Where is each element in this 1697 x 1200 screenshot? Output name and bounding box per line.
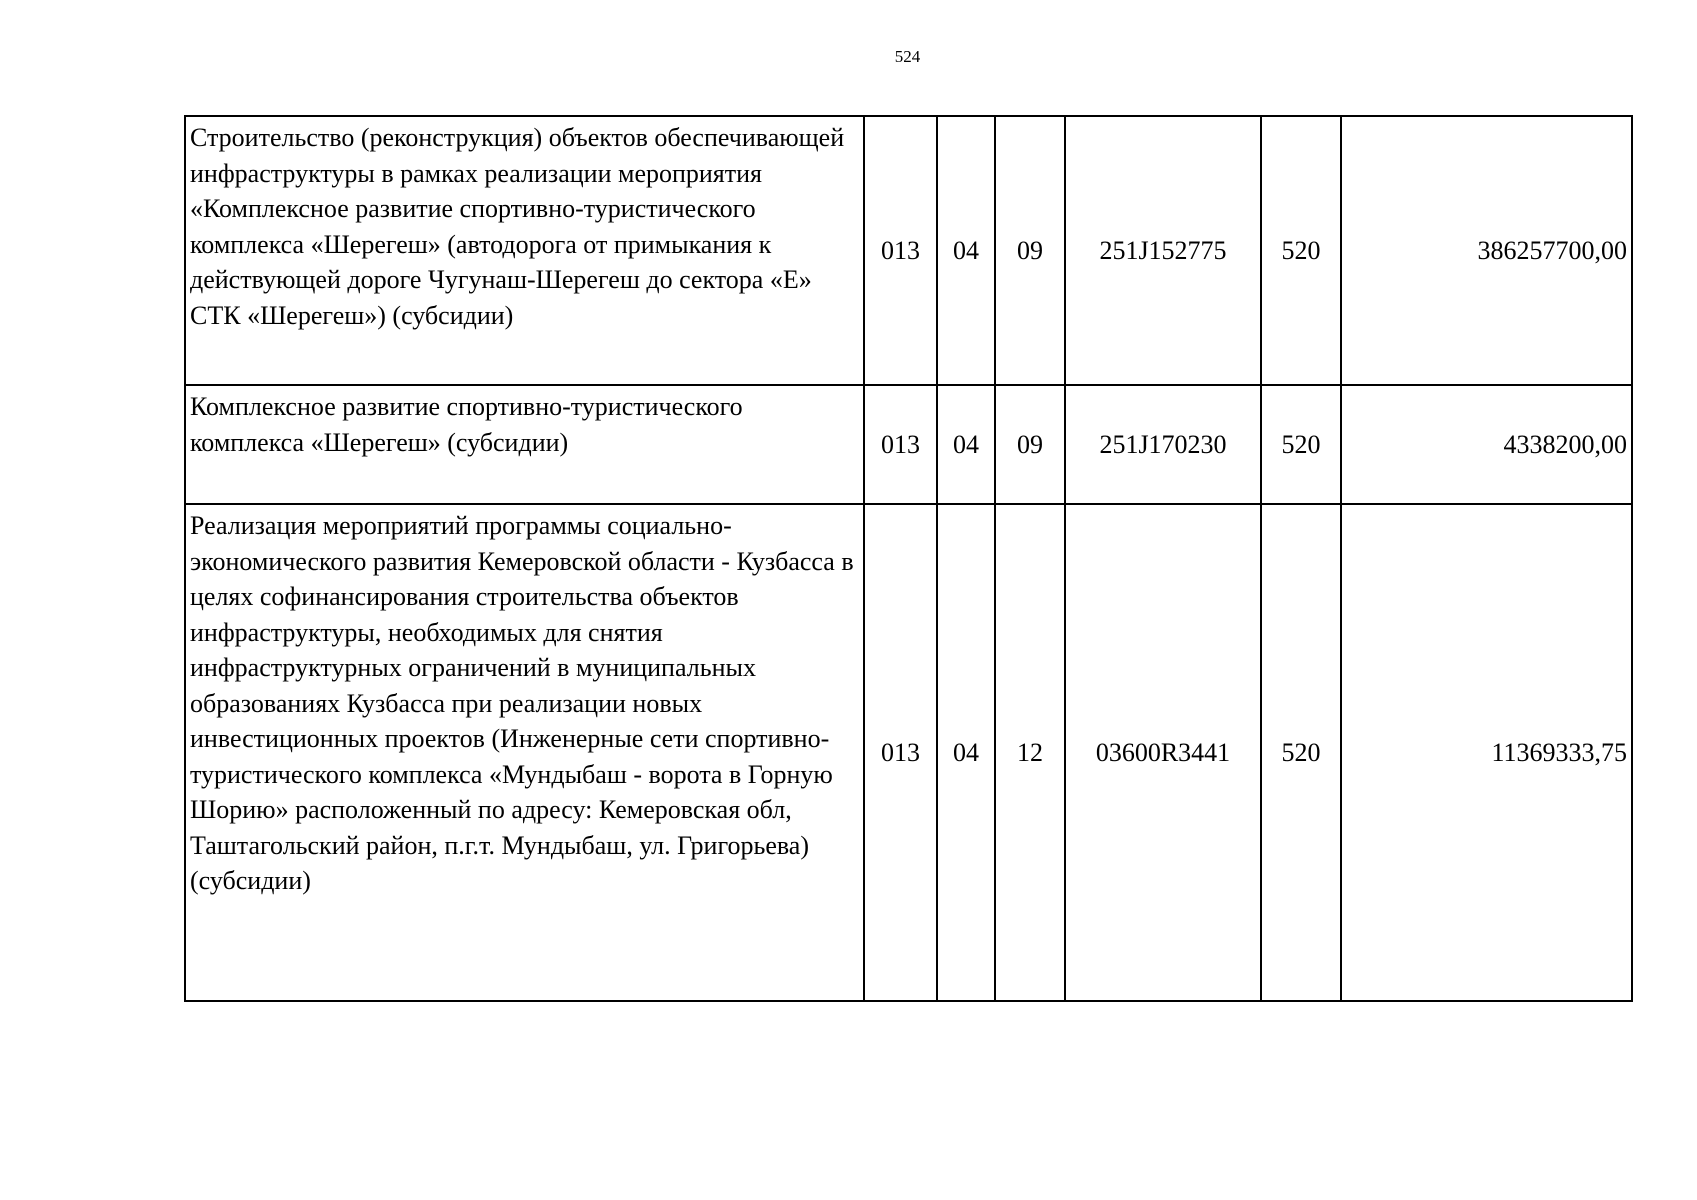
row-target-article-code: 03600R3441 [1065, 504, 1261, 1001]
row-subsection-code: 09 [995, 385, 1065, 504]
row-ved-code: 013 [864, 385, 937, 504]
row-expense-type-code: 520 [1261, 504, 1341, 1001]
row-target-article-code: 251J152775 [1065, 116, 1261, 385]
row-section-code: 04 [937, 504, 995, 1001]
row-expense-type-code: 520 [1261, 385, 1341, 504]
row-subsection-code: 09 [995, 116, 1065, 385]
row-description: Комплексное развитие спортивно-туристического комплекса «Шерегеш» (субсидии) [185, 385, 864, 504]
row-section-code: 04 [937, 385, 995, 504]
row-section-code: 04 [937, 116, 995, 385]
page-number: 524 [894, 47, 921, 66]
table-row [185, 116, 1632, 385]
table-row [185, 504, 1632, 1001]
row-ved-code: 013 [864, 504, 937, 1001]
row-target-article-code: 251J170230 [1065, 385, 1261, 504]
row-expense-type-code: 520 [1261, 116, 1341, 385]
row-description: Реализация мероприятий программы социально-экономического развития Кемеровской области - Кузбасса в целях софинансирования строительства объектов инфраструктуры, необходимых для снятия инфраструктурных ограничений в муниципальных образованиях Кузбасса при реализации новых инвестиционных проектов (Инженерные сети спортивно-туристического комплекса «Мундыбаш - ворота в Горную Шорию» расположенный по адресу: Кемеровская обл, Таштагольский район, п.г.т. Мундыбаш, ул. Григорьева) (субсидии) [185, 504, 864, 1001]
budget-table [184, 115, 1633, 1002]
row-ved-code: 013 [864, 116, 937, 385]
row-amount: 11369333,75 [1341, 504, 1632, 1001]
row-description: Строительство (реконструкция) объектов обеспечивающей инфраструктуры в рамках реализации мероприятия «Комплексное развитие спортивно-туристического комплекса «Шерегеш» (автодорога от примыкания к действующей дороге Чугунаш-Шерегеш до сектора «Е» СТК «Шерегеш») (субсидии) [185, 116, 864, 385]
row-subsection-code: 12 [995, 504, 1065, 1001]
row-amount: 4338200,00 [1341, 385, 1632, 504]
table-row [185, 385, 1632, 504]
row-amount: 386257700,00 [1341, 116, 1632, 385]
